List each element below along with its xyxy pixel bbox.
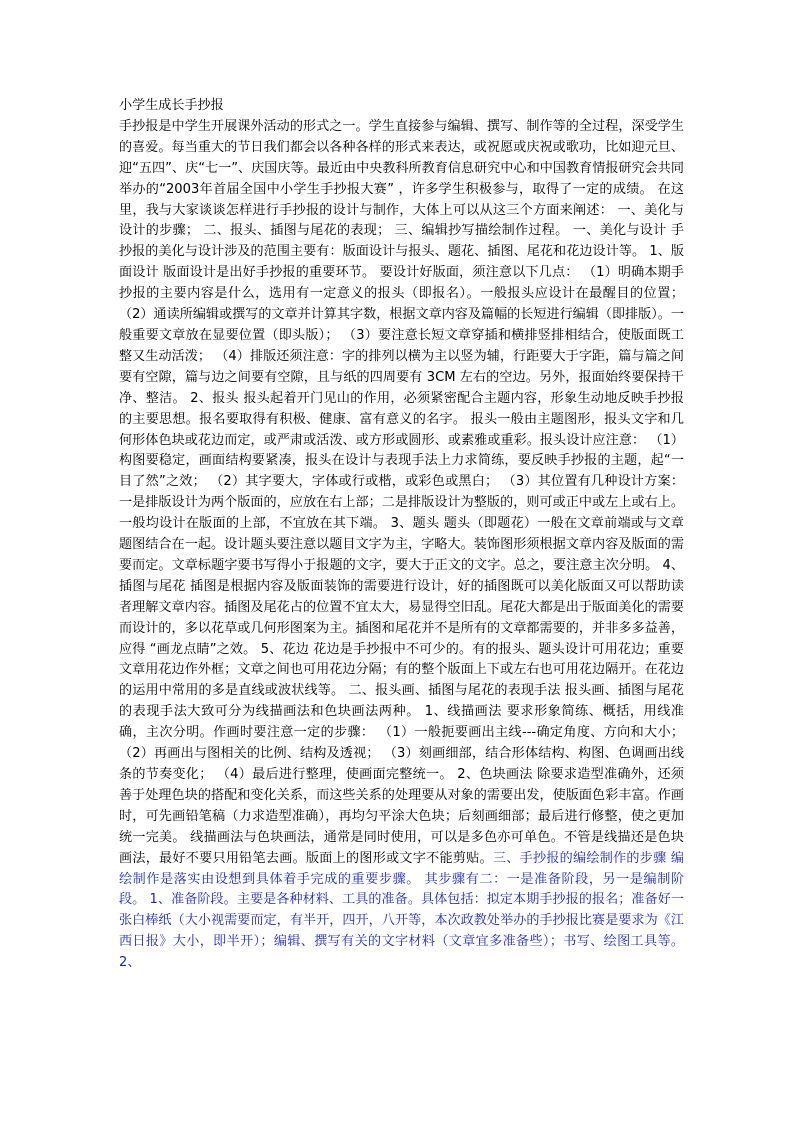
body-text-blue: 三、手抄报的编绘制作的步骤 编绘制作是落实由设想到具体着手完成的重要步骤。 其步骤有二：一是准备阶段，另一是编制阶段。 1、准备阶段。主要是各种材料、工具的准备。具体包括：拟定本期手抄报的报名；准备好一张白棒纸（大小视需要而定，有半开，四开，八开等，本次政教处举办的手抄报比赛是要求为《江西日报》大小，即半开）；编辑、撰写有关的文字材料（文章宜多准备些）；书写、绘图工具等。 2、 bbox=[119, 850, 684, 971]
document-body bbox=[119, 117, 684, 974]
body-text-black: 手抄报是中学生开展课外活动的形式之一。学生直接参与编辑、撰写、制作等的全过程，深受学生的喜爱。每当重大的节日我们都会以各种各样的形式来表达，或祝愿或庆祝或歌功，比如迎元旦、迎“五四”、庆“七一”、庆国庆等。最近由中央教科所教育信息研究中心和中国教育情报研究会共同举办的“2003年首届全国中小学生手抄报大赛” ，许多学生积极参与，取得了一定的成绩。 在这里，我与大家谈谈怎样进行手抄报的设计与制作，大体上可以从这三个方面来阐述： 一、美化与设计的步骤； 二、报头、插图与尾花的表现； 三、编辑抄写描绘制作过程。 一、美化与设计 手抄报的美化与设计涉及的范围主要有：版面设计与报头、题花、插图、尾花和花边设计等。 1、版面设计 版面设计是出好手抄报的重要环节。 要设计好版面，须注意以下几点： （1）明确本期手抄报的主要内容是什么，选用有一定意义的报头（即报名）。一般报头应设计在最醒目的位置； （2）通读所编辑或撰写的文章并计算其字数，根据文章内容及篇幅的长短进行编辑（即排版）。一般重要文章放在显要位置（即头版）； （3）要注意长短文章穿插和横排竖排相结合，使版面既工整又生动活泼； （4）排版还须注意：字的排列以横为主以竖为辅，行距要大于字距，篇与篇之间要有空隙，篇与边之间要有空隙，且与纸的四周要有 3CM 左右的空边。另外，报面始终要保持干净、整洁。 2、报头 报头起着开门见山的作用，必须紧密配合主题内容，形象生动地反映手抄报的主要思想。报名要取得有积极、健康、富有意义的名字。 报头一般由主题图形，报头文字和几何形体色块或花边而定，或严肃或活泼、或方形或圆形、或素雅或重彩。报头设计应注意： （1）构图要稳定，画面结构要紧凑，报头在设计与表现手法上力求简练，要反映手抄报的主题，起“一目了然”之效； （2）其字要大，字体或行或楷，或彩色或黑白； （3）其位置有几种设计方案：一是排版设计为两个版面的，应放在右上部；二是排版设计为整版的，则可或正中或左上或右上。一般均设计在版面的上部，不宜放在其下端。 3、题头 题头（即题花）一般在文章前端或与文章题图结合在一起。设计题头要注意以题目文字为主，字略大。装饰图形须根据文章内容及版面的需要而定。文章标题字要书写得小于报题的文字，要大于正文的文字。总之，要注意主次分明。 4、插图与尾花 插图是根据内容及版面装饰的需要进行设计，好的插图既可以美化版面又可以帮助读者理解文章内容。插图及尾花占的位置不宜太大，易显得空旧乱。尾花大都是出于版面美化的需要而设计的，多以花草或几何形图案为主。插图和尾花并不是所有的文章都需要的，并非多多益善，应得 “画龙点睛”之效。 5、花边 花边是手抄报中不可少的。有的报头、题头设计可用花边；重要文章用花边作外框；文章之间也可用花边分隔；有的整个版面上下或左右也可用花边隔开。在花边的运用中常用的多是直线或波状线等。 二、报头画、插图与尾花的表现手法 报头画、插图与尾花的表现手法大致可分为线描画法和色块画法两种。 1、线描画法 要求形象简练、概括，用线准确，主次分明。作画时要注意一定的步骤： （1）一般扼要画出主线---确定角度、方向和大小； （2）再画出与图相关的比例、结构及透视； （3）刻画细部，结合形体结构、构图、色调画出线条的节奏变化； （4）最后进行整理，使画面完整统一。 2、色块画法 除要求造型准确外，还须善于处理色块的搭配和变化关系，而这些关系的处理要从对象的需要出发，使版面色彩丰富。作画时，可先画铅笔稿（力求造型准确），再均匀平涂大色块；后刻画细部；最后进行修整，使之更加统一完美。 线描画法与色块画法，通常是同时使用，可以是多色亦可单色。不管是线描还是色块画法，最好不要只用铅笔去画。版面上的图形或文字不能剪贴。 bbox=[119, 118, 684, 866]
document-title: 小学生成长手抄报 bbox=[119, 98, 224, 113]
document-page bbox=[119, 96, 684, 974]
